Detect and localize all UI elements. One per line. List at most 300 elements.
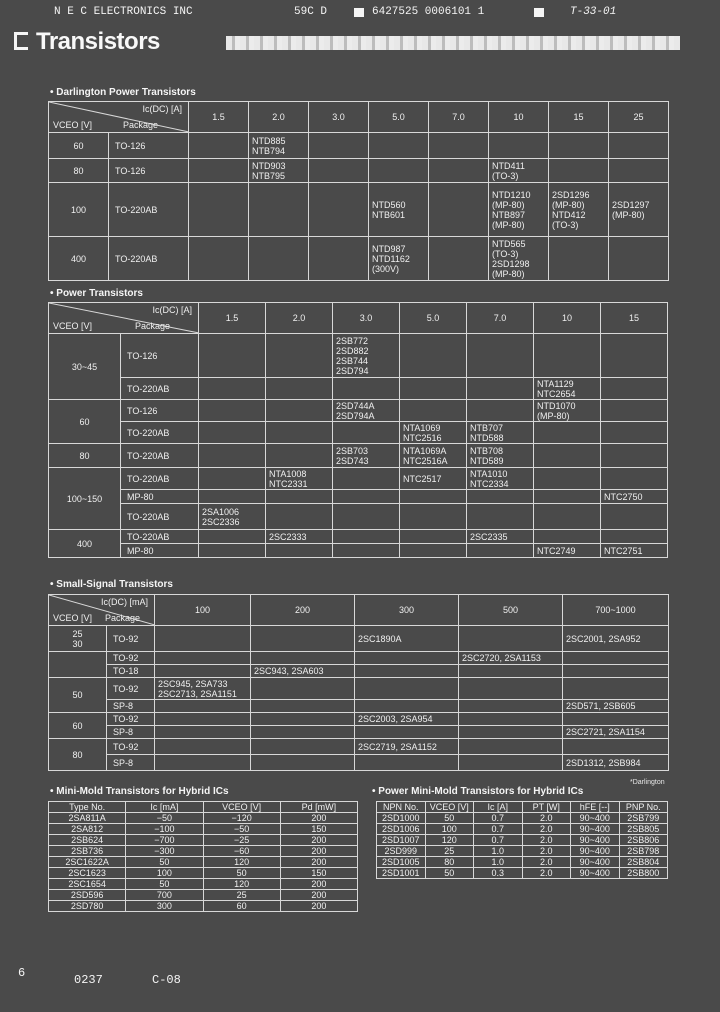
table-row [49, 422, 668, 444]
part-cell [199, 530, 266, 544]
part-cell [549, 159, 609, 183]
part-cell [563, 652, 669, 665]
table-row [377, 868, 668, 879]
part-cell [400, 334, 467, 378]
part-cell [333, 530, 400, 544]
part-cell [309, 159, 369, 183]
type-cell: 2SD1007 [377, 835, 426, 846]
package-cell: TO-220AB [121, 468, 199, 490]
vceo-cell: 25 30 [49, 626, 107, 652]
part-cell [400, 490, 467, 504]
table-row [49, 713, 669, 726]
part-cell [266, 544, 333, 558]
part-cell [266, 334, 333, 378]
package-cell: TO-18 [107, 665, 155, 678]
vceo-axis-label: VCEO [V] [53, 613, 93, 623]
column-header: 1.5 [199, 303, 266, 334]
table-row [49, 678, 669, 700]
type-cell: 2SD1001 [377, 868, 426, 879]
company-name: N E C ELECTRONICS INC [54, 6, 193, 18]
type-cell: 2SD999 [377, 846, 426, 857]
part-cell [355, 726, 459, 739]
table-row [377, 857, 668, 868]
table-row [49, 334, 668, 378]
part-cell: NTD565 (TO-3) 2SD1298 (MP-80) [489, 237, 549, 281]
column-header: 700~1000 [563, 595, 669, 626]
part-cell [266, 504, 333, 530]
value-cell: 2.0 [522, 835, 571, 846]
part-cell [199, 544, 266, 558]
value-cell: 0.7 [474, 835, 523, 846]
header-row [49, 802, 358, 813]
part-cell [155, 626, 251, 652]
small-signal-table [48, 594, 669, 771]
value-cell: 200 [280, 835, 357, 846]
table-row [49, 159, 669, 183]
power-heading: • Power Transistors [50, 288, 143, 299]
column-header: PNP No. [619, 802, 668, 813]
part-cell [400, 504, 467, 530]
part-cell [355, 678, 459, 700]
type-cell: 2SB798 [619, 846, 668, 857]
darlington-note: *Darlington [630, 779, 665, 786]
table-row [49, 183, 669, 237]
value-cell: −120 [203, 813, 280, 824]
vceo-cell: 80 [49, 159, 109, 183]
part-cell [467, 504, 534, 530]
table-row [49, 400, 668, 422]
part-cell [563, 678, 669, 700]
part-cell [467, 490, 534, 504]
footer-code-2: C-08 [152, 973, 181, 987]
package-cell: SP-8 [107, 755, 155, 771]
value-cell: 2.0 [522, 857, 571, 868]
part-cell [400, 530, 467, 544]
package-cell: TO-220AB [121, 444, 199, 468]
part-cell: 2SC2720, 2SA1153 [459, 652, 563, 665]
part-cell [369, 133, 429, 159]
part-cell: 2SD1312, 2SB984 [563, 755, 669, 771]
package-cell: TO-126 [109, 159, 189, 183]
column-header: 500 [459, 595, 563, 626]
table-row [49, 378, 668, 400]
title-rule [226, 36, 680, 50]
vceo-cell: 100~150 [49, 468, 121, 530]
power-minimold-table [376, 801, 668, 879]
type-cell: 2SB805 [619, 824, 668, 835]
column-header: Pd [mW] [280, 802, 357, 813]
table-row [49, 879, 358, 890]
diagonal-header-cell [49, 303, 199, 334]
vceo-cell: 60 [49, 713, 107, 739]
part-cell [563, 665, 669, 678]
package-cell: TO-126 [109, 133, 189, 159]
part-cell [249, 237, 309, 281]
part-cell [355, 755, 459, 771]
type-cell: 2SD1005 [377, 857, 426, 868]
part-cell [601, 504, 668, 530]
part-cell: 2SA1006 2SC2336 [199, 504, 266, 530]
column-header: hFE [--] [571, 802, 620, 813]
part-cell [429, 183, 489, 237]
value-cell: −50 [126, 813, 203, 824]
table-row [49, 652, 669, 665]
type-cell: 2SA811A [49, 813, 126, 824]
part-cell: 2SB703 2SD743 [333, 444, 400, 468]
type-cell: 2SD596 [49, 890, 126, 901]
table-row [49, 739, 669, 755]
part-cell: 2SD571, 2SB605 [563, 700, 669, 713]
table-row [49, 626, 669, 652]
value-cell: 0.3 [474, 868, 523, 879]
value-cell: −700 [126, 835, 203, 846]
scan-header [54, 6, 654, 22]
package-cell: TO-126 [121, 400, 199, 422]
part-cell [429, 237, 489, 281]
type-cell: 2SB804 [619, 857, 668, 868]
vceo-cell: 80 [49, 444, 121, 468]
column-header: 3.0 [309, 102, 369, 133]
column-header: 200 [251, 595, 355, 626]
table-row [49, 890, 358, 901]
vceo-cell: 100 [49, 183, 109, 237]
value-cell: −300 [126, 846, 203, 857]
part-cell [309, 237, 369, 281]
value-cell: 1.0 [474, 846, 523, 857]
part-cell [601, 444, 668, 468]
column-header: 1.5 [189, 102, 249, 133]
value-cell: −25 [203, 835, 280, 846]
part-cell: 2SC2333 [266, 530, 333, 544]
part-cell [266, 378, 333, 400]
column-header: Type No. [49, 802, 126, 813]
part-cell [609, 159, 669, 183]
value-cell: 150 [280, 868, 357, 879]
part-cell [459, 626, 563, 652]
table-row [49, 726, 669, 739]
value-cell: 60 [203, 901, 280, 912]
value-cell: −60 [203, 846, 280, 857]
column-header: 10 [534, 303, 601, 334]
value-cell: 90~400 [571, 824, 620, 835]
package-label: Package [105, 613, 141, 623]
value-cell: 90~400 [571, 857, 620, 868]
part-cell [601, 378, 668, 400]
part-cell [601, 422, 668, 444]
power-minimold-heading: • Power Mini-Mold Transistors for Hybrid ICs [372, 786, 584, 797]
part-cell [309, 133, 369, 159]
type-cell: 2SB624 [49, 835, 126, 846]
part-cell [467, 334, 534, 378]
part-cell [549, 133, 609, 159]
value-cell: 50 [203, 868, 280, 879]
part-cell: 2SD744A 2SD794A [333, 400, 400, 422]
table-row [49, 468, 668, 490]
table-row [49, 857, 358, 868]
column-header: 15 [549, 102, 609, 133]
table-row [49, 824, 358, 835]
part-cell: NTD1070 (MP-80) [534, 400, 601, 422]
diagonal-header-cell [49, 595, 155, 626]
minimold-heading: • Mini-Mold Transistors for Hybrid ICs [50, 786, 229, 797]
value-cell: 2.0 [522, 824, 571, 835]
part-cell [601, 400, 668, 422]
part-cell: NTB708 NTD589 [467, 444, 534, 468]
part-cell [155, 700, 251, 713]
part-cell [251, 739, 355, 755]
part-cell [333, 504, 400, 530]
block-mark [354, 8, 364, 17]
minimold-table [48, 801, 358, 912]
column-header: 15 [601, 303, 668, 334]
part-cell: NTD987 NTD1162 (300V) [369, 237, 429, 281]
part-cell [251, 713, 355, 726]
part-cell [251, 726, 355, 739]
part-cell [155, 739, 251, 755]
value-cell: 25 [203, 890, 280, 901]
table-row [49, 755, 669, 771]
part-cell [534, 530, 601, 544]
part-cell [459, 755, 563, 771]
part-cell [155, 726, 251, 739]
part-cell [534, 334, 601, 378]
column-header: 2.0 [249, 102, 309, 133]
part-cell [601, 468, 668, 490]
table-row [49, 490, 668, 504]
value-cell: 300 [126, 901, 203, 912]
type-cell: 2SB806 [619, 835, 668, 846]
part-cell: NTC2751 [601, 544, 668, 558]
part-cell: 2SC943, 2SA603 [251, 665, 355, 678]
vceo-cell: 30~45 [49, 334, 121, 400]
part-cell [549, 237, 609, 281]
part-cell [199, 490, 266, 504]
value-cell: 200 [280, 813, 357, 824]
part-cell [251, 700, 355, 713]
power-table [48, 302, 668, 558]
package-cell: TO-220AB [121, 504, 199, 530]
value-cell: 50 [425, 813, 474, 824]
header-code-1: 59C D [294, 6, 328, 18]
package-cell: TO-92 [107, 713, 155, 726]
value-cell: 200 [280, 901, 357, 912]
part-cell [601, 530, 668, 544]
part-cell [333, 544, 400, 558]
table-row [49, 868, 358, 879]
type-cell: 2SB799 [619, 813, 668, 824]
column-header: 7.0 [429, 102, 489, 133]
ic-axis-label: Ic(DC) [mA] [101, 597, 148, 607]
value-cell: 700 [126, 890, 203, 901]
type-cell: 2SC1654 [49, 879, 126, 890]
table-row [49, 444, 668, 468]
package-cell: SP-8 [107, 726, 155, 739]
part-cell: 2SC2335 [467, 530, 534, 544]
type-cell: 2SA812 [49, 824, 126, 835]
column-header: 300 [355, 595, 459, 626]
column-header: Ic [A] [474, 802, 523, 813]
part-cell: NTC2750 [601, 490, 668, 504]
part-cell [309, 183, 369, 237]
value-cell: −100 [126, 824, 203, 835]
part-cell [609, 237, 669, 281]
value-cell: 50 [126, 857, 203, 868]
part-cell [189, 159, 249, 183]
table-row [377, 835, 668, 846]
vceo-cell: 60 [49, 133, 109, 159]
darlington-heading: • Darlington Power Transistors [50, 87, 196, 98]
part-cell [355, 700, 459, 713]
part-cell [155, 713, 251, 726]
part-cell [199, 444, 266, 468]
bracket-icon [14, 32, 28, 50]
value-cell: 2.0 [522, 846, 571, 857]
type-cell: 2SD1006 [377, 824, 426, 835]
part-cell [266, 490, 333, 504]
column-header: 25 [609, 102, 669, 133]
type-cell: 2SC1622A [49, 857, 126, 868]
column-header: VCEO [V] [203, 802, 280, 813]
part-cell: NTA1069A NTC2516A [400, 444, 467, 468]
column-header: 7.0 [467, 303, 534, 334]
package-cell: TO-220AB [121, 422, 199, 444]
table-row [49, 133, 669, 159]
page-number: 6 [18, 966, 26, 980]
package-cell: TO-92 [107, 678, 155, 700]
part-cell [333, 422, 400, 444]
part-cell [369, 159, 429, 183]
package-cell: TO-92 [107, 652, 155, 665]
part-cell: NTC2749 [534, 544, 601, 558]
value-cell: 2.0 [522, 868, 571, 879]
part-cell [534, 422, 601, 444]
part-cell [333, 378, 400, 400]
column-header: 10 [489, 102, 549, 133]
value-cell: 120 [203, 857, 280, 868]
value-cell: 200 [280, 879, 357, 890]
value-cell: 120 [203, 879, 280, 890]
package-cell: TO-92 [107, 739, 155, 755]
part-cell [251, 755, 355, 771]
ic-axis-label: Ic(DC) [A] [152, 305, 192, 315]
value-cell: −50 [203, 824, 280, 835]
table-row [49, 700, 669, 713]
part-cell: NTA1069 NTC2516 [400, 422, 467, 444]
part-cell: NTA1129 NTC2654 [534, 378, 601, 400]
header-code-3: T-33-01 [570, 6, 617, 18]
part-cell [489, 133, 549, 159]
diagonal-header-cell [49, 102, 189, 133]
package-label: Package [135, 321, 171, 331]
value-cell: 100 [126, 868, 203, 879]
column-header: 5.0 [400, 303, 467, 334]
part-cell [251, 626, 355, 652]
part-cell [189, 183, 249, 237]
part-cell [199, 468, 266, 490]
part-cell [534, 504, 601, 530]
column-header: 100 [155, 595, 251, 626]
vceo-cell [49, 652, 107, 678]
part-cell [199, 400, 266, 422]
value-cell: 200 [280, 890, 357, 901]
vceo-cell: 50 [49, 678, 107, 713]
part-cell: 2SB772 2SD882 2SB744 2SD794 [333, 334, 400, 378]
part-cell [355, 652, 459, 665]
part-cell: NTB707 NTD588 [467, 422, 534, 444]
part-cell [459, 726, 563, 739]
part-cell [459, 700, 563, 713]
part-cell: NTD903 NTB795 [249, 159, 309, 183]
package-cell: TO-220AB [121, 378, 199, 400]
part-cell [155, 755, 251, 771]
part-cell: NTD411 (TO-3) [489, 159, 549, 183]
table-row [49, 504, 668, 530]
part-cell [534, 490, 601, 504]
part-cell: 2SC2003, 2SA954 [355, 713, 459, 726]
part-cell [249, 183, 309, 237]
value-cell: 25 [425, 846, 474, 857]
package-cell: TO-220AB [109, 237, 189, 281]
column-header: Ic [mA] [126, 802, 203, 813]
part-cell [534, 468, 601, 490]
table-row [49, 813, 358, 824]
part-cell: NTA1008 NTC2331 [266, 468, 333, 490]
value-cell: 90~400 [571, 846, 620, 857]
table-row [49, 237, 669, 281]
table-row [377, 846, 668, 857]
part-cell [251, 678, 355, 700]
footer-code: 0237 [74, 973, 103, 987]
table-row [49, 530, 668, 544]
part-cell [266, 400, 333, 422]
type-cell: 2SB800 [619, 868, 668, 879]
part-cell [155, 652, 251, 665]
header-code-2: 6427525 0006101 1 [372, 6, 485, 18]
column-header: PT [W] [522, 802, 571, 813]
part-cell [601, 334, 668, 378]
ic-axis-label: Ic(DC) [A] [142, 104, 182, 114]
part-cell [563, 713, 669, 726]
part-cell [467, 378, 534, 400]
package-label: Package [123, 120, 159, 130]
column-header: 2.0 [266, 303, 333, 334]
part-cell [467, 400, 534, 422]
vceo-cell: 60 [49, 400, 121, 444]
value-cell: 80 [425, 857, 474, 868]
page-title: Transistors [36, 28, 160, 55]
package-cell: MP-80 [121, 490, 199, 504]
package-cell: TO-220AB [121, 530, 199, 544]
part-cell [199, 422, 266, 444]
vceo-cell: 400 [49, 530, 121, 558]
small-signal-heading: • Small-Signal Transistors [50, 579, 173, 590]
value-cell: 200 [280, 846, 357, 857]
table-row [377, 824, 668, 835]
value-cell: 2.0 [522, 813, 571, 824]
vceo-axis-label: VCEO [V] [53, 120, 93, 130]
table-row [49, 665, 669, 678]
part-cell: NTD560 NTB601 [369, 183, 429, 237]
part-cell [199, 378, 266, 400]
type-cell: 2SD1000 [377, 813, 426, 824]
part-cell [459, 739, 563, 755]
part-cell [459, 713, 563, 726]
header-row [377, 802, 668, 813]
part-cell: 2SC2719, 2SA1152 [355, 739, 459, 755]
part-cell: NTD885 NTB794 [249, 133, 309, 159]
column-header: VCEO [V] [425, 802, 474, 813]
part-cell [355, 665, 459, 678]
